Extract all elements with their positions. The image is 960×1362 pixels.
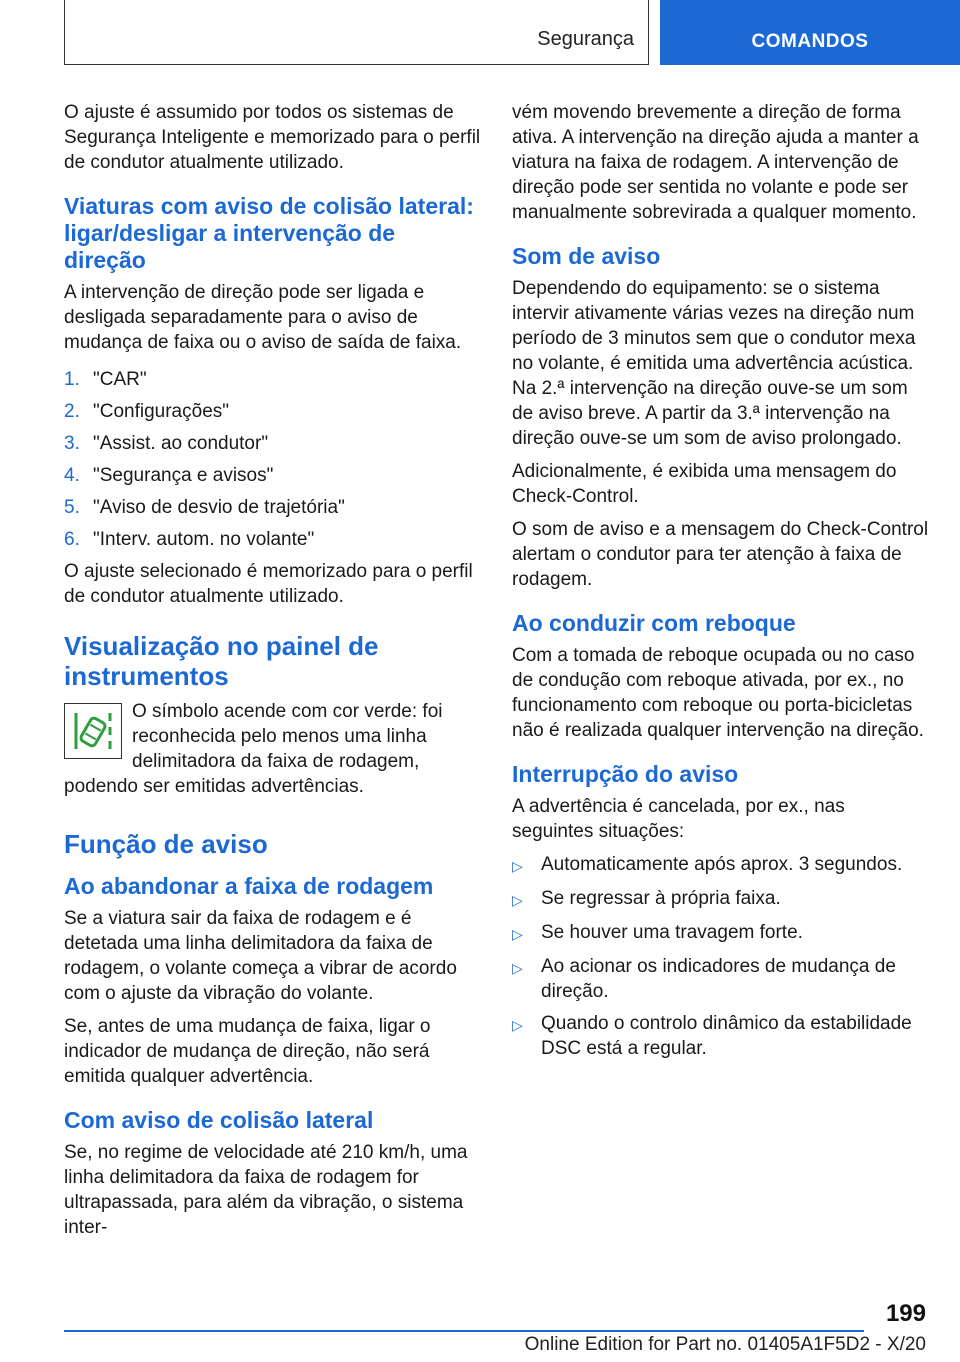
leaving-lane-paragraph-1: Se a viatura sair da faixa de rodagem e é detetada uma linha delimitadora da faixa de rodagem, o volante começa a vibrar de acordo com o ajuste da vibração do volante.: [64, 908, 457, 1004]
step-item: [64, 523, 482, 555]
heading-warning-sound: Som de aviso: [512, 243, 661, 269]
heading-warning-function: Função de aviso: [64, 829, 268, 859]
heading-towing: Ao conduzir com reboque: [512, 610, 796, 636]
triangle-bullet-icon: ▷: [512, 960, 523, 976]
footer-divider: [64, 1330, 864, 1332]
step-text: "Interv. autom. no volante": [93, 528, 315, 550]
towing-paragraph: Com a tomada de reboque ocupada ou no caso de condução com reboque ativada, por ex., no funcionamento com reboque ou porta-bicicletas não é realizada qualquer intervenção na direção.: [512, 645, 924, 741]
header-chapter-tab[interactable]: COMANDOS: [660, 0, 960, 65]
display-paragraph: O símbolo acende com cor verde: foi reconhecida pelo menos uma linha delimitadora da faixa de rodagem, podendo ser emitidas advertências.: [64, 701, 443, 797]
page-header: [0, 0, 960, 66]
step-item: [64, 459, 482, 491]
page-number: 199: [885, 1300, 926, 1327]
triangle-bullet-icon: ▷: [512, 892, 523, 908]
triangle-bullet-icon: ▷: [512, 858, 523, 874]
list-item: [512, 1011, 930, 1061]
side-collision-warning-paragraph: Se, no regime de velocidade até 210 km/h, uma linha delimitadora da faixa de rodagem for ultrapassada, para além da vibração, o sistema inter-: [64, 1142, 468, 1238]
list-item: [512, 954, 930, 1004]
warning-sound-paragraph-2: Adicionalmente, é exibida uma mensagem do Check-Control.: [512, 461, 897, 507]
list-item: [512, 920, 930, 947]
step-number: 3.: [64, 432, 80, 454]
step-text: "Aviso de desvio de trajetória": [93, 496, 345, 518]
continued-paragraph: vém movendo brevemente a direção de forma ativa. A intervenção na direção ajuda a manter a viatura na faixa de rodagem. A intervenção de direção pode ser sentida no volante e pode ser manualmente sobrevirada a qualquer momento.: [512, 102, 919, 223]
step-item: [64, 427, 482, 459]
step-text: "Assist. ao condutor": [93, 432, 269, 454]
footer-edition: Online Edition for Part no. 01405A1F5D2 - X/20: [524, 1334, 926, 1355]
triangle-bullet-icon: ▷: [512, 1017, 523, 1033]
settings-steps-list: [64, 363, 482, 555]
list-item: [512, 886, 930, 913]
step-text: "CAR": [93, 368, 147, 390]
leaving-lane-paragraph-2: Se, antes de uma mudança de faixa, ligar o indicador de mudança de direção, não será emitida qualquer advertência.: [64, 1016, 431, 1087]
list-item: [512, 852, 930, 879]
step-number: 2.: [64, 400, 80, 422]
step-number: 1.: [64, 368, 80, 390]
interruption-list: [512, 852, 930, 1061]
display-icon-paragraph: [64, 699, 482, 799]
heading-warning-interruption: Interrupção do aviso: [512, 761, 739, 787]
list-item-text: Ao acionar os indicadores de mudança de direção.: [541, 956, 896, 1002]
step-number: 5.: [64, 496, 80, 518]
heading-side-collision-warning: Com aviso de colisão lateral: [64, 1107, 374, 1133]
side-collision-paragraph: A intervenção de direção pode ser ligada e desligada separadamente para o aviso de mudança de faixa ou o aviso de saída de faixa.: [64, 282, 462, 353]
list-item-text: Se regressar à própria faixa.: [541, 888, 781, 909]
settings-saved-paragraph: O ajuste selecionado é memorizado para o perfil de condutor atualmente utilizado.: [64, 561, 473, 607]
step-item: [64, 363, 482, 395]
step-number: 4.: [64, 464, 80, 486]
header-section-box: [64, 0, 649, 65]
header-section-label: Segurança: [537, 28, 634, 50]
warning-sound-paragraph-3: O som de aviso e a mensagem do Check-Control alertam o condutor para ter atenção à faixa de rodagem.: [512, 519, 929, 590]
list-item-text: Automaticamente após aprox. 3 segundos.: [541, 854, 903, 875]
step-text: "Segurança e avisos": [93, 464, 274, 486]
list-item-text: Se houver uma travagem forte.: [541, 922, 803, 943]
lane-departure-icon: [64, 703, 122, 759]
step-number: 6.: [64, 528, 80, 550]
step-text: "Configurações": [93, 400, 230, 422]
list-item-text: Quando o controlo dinâmico da estabilidade DSC está a regular.: [541, 1013, 912, 1059]
right-column: [512, 100, 930, 1068]
intro-paragraph: O ajuste é assumido por todos os sistemas de Segurança Inteligente e memorizado para o perfil de condutor atualmente utilizado.: [64, 102, 481, 173]
step-item: [64, 395, 482, 427]
left-column: [64, 100, 482, 1248]
heading-side-collision-steering: Viaturas com aviso de colisão lateral: ligar/desligar a intervenção de direção: [64, 193, 474, 273]
heading-instrument-display: Visualização no painel de instrumentos: [64, 631, 379, 691]
step-item: [64, 491, 482, 523]
interruption-paragraph: A advertência é cancelada, por ex., nas seguintes situações:: [512, 796, 845, 842]
heading-leaving-lane: Ao abandonar a faixa de rodagem: [64, 873, 434, 899]
triangle-bullet-icon: ▷: [512, 926, 523, 942]
warning-sound-paragraph-1: Dependendo do equipamento: se o sistema intervir ativamente várias vezes na direção num período de 3 minutos sem que o condutor mexa no volante, é emitida uma advertência acústica. Na 2.ª intervenção na direção ouve-se um som de aviso breve. A partir da 3.ª intervenção na direção ouve-se um som de aviso prolongado.: [512, 278, 916, 449]
